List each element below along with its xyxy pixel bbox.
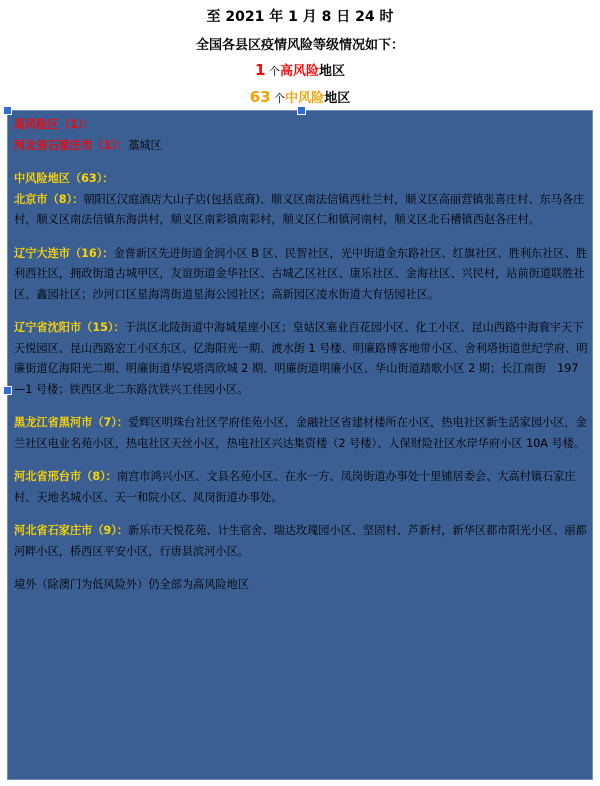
resize-handle-top-left[interactable] [3, 106, 12, 115]
mid-risk-count: 63 [249, 88, 271, 106]
mid-risk-entry-shijiazhuang [14, 521, 589, 562]
region-areas: 新乐市天悦花苑、计生宿舍、瑞达玫瑰园小区、坚固村、芦新村，新华区都市阳光小区、丽都河畔小区，桥西区平安小区，行唐县滨河小区。 [14, 524, 587, 558]
high-risk-areas: 藁城区 [128, 138, 162, 152]
mid-risk-keyword: 中风险 [285, 91, 325, 106]
region-areas: 爱辉区明珠台社区学府佳苑小区，金融社区省建材楼所在小区，热电社区新生活家园小区，金兰社区电业名苑小区，热电社区天丝小区，热电社区兴达集资楼（2 号楼）、人保财险社区水岸华府小区 10A 号楼。 [14, 416, 587, 450]
high-risk-keyword: 高风险 [279, 64, 319, 79]
mid-risk-entry-heihe [14, 413, 589, 454]
mid-risk-heading: 中风险地区（63）： [14, 172, 114, 185]
high-risk-count: 1 [255, 61, 266, 79]
report-date: 至 2021 年 1 月 8 日 24 时 [206, 9, 394, 25]
overseas-note: 境外（除澳门为低风险外）仍全部为高风险地区 [14, 578, 249, 591]
notice-header [0, 0, 600, 112]
region-areas: 于洪区北陵街道中海城星座小区；皇姑区塞业百花园小区、化工小区、昆山西路中海寰宇天下天悦园区、昆山西路宏工小区东区、亿海阳光一期、渡水街 1 号楼、明廉路博客地带小区、舍利塔街道世纪学府、明廉街道亿海阳光二期、明廉街道华锐塔湾欣城 2 期、明廉街道明廉小区、华山街道踏歌小区 2 期；长江南街 197—1 号楼；铁西区北二东路沈铁兴工佳园小区。 [14, 321, 588, 396]
resize-handle-left[interactable] [3, 386, 12, 395]
high-risk-summary [0, 60, 600, 79]
mid-risk-entry-beijing [14, 190, 589, 231]
resize-handle-top[interactable] [297, 106, 306, 115]
high-risk-region: 河北省石家庄市（1）： [14, 138, 129, 152]
high-risk-entry [14, 136, 589, 157]
mid-risk-unit: 个 [270, 92, 286, 105]
region-areas: 金普新区先进街道金润小区 B 区、民智社区，光中街道金东路社区、红旗社区、胜利东社区、胜利西社区，拥政街道古城甲区，友谊街道金华社区、古城乙区社区、康乐社区、金海社区、兴民村，站前街道联胜社区、鑫园社区；沙河口区星海湾街道星海公园社区；高新园区凌水街道大有恬园社区。 [14, 246, 587, 301]
high-risk-suffix: 地区 [318, 64, 345, 79]
region-name: 河北省邢台市（8）： [14, 470, 117, 483]
risk-list-panel [7, 110, 593, 780]
region-name: 辽宁省沈阳市（15）： [14, 321, 125, 334]
region-areas: 朝阳区汉庭酒店大山子店(包括底商)、顺义区南法信镇西杜兰村，顺义区高丽营镇张喜庄村、东马各庄村，顺义区南法信镇东海洪村，顺义区南彩镇南彩村，顺义区仁和镇河南村，顺义区北石槽镇西赵各庄村。 [14, 192, 585, 226]
mid-risk-suffix: 地区 [324, 91, 351, 106]
report-intro: 全国各县区疫情风险等级情况如下： [195, 38, 404, 53]
risk-list-content [14, 115, 589, 596]
mid-risk-entry-dalian [14, 244, 589, 306]
mid-risk-entry-xingtai [14, 467, 589, 508]
region-name: 河北省石家庄市（9）： [14, 524, 129, 537]
region-name: 北京市（8）： [14, 192, 84, 206]
high-risk-unit: 个 [265, 65, 280, 78]
mid-risk-entry-shenyang [14, 318, 589, 400]
region-areas: 南宫市鸿兴小区、文县名苑小区、在水一方、凤岗街道办事处十里铺居委会、大高村镇石家庄村、天地名城小区、天一和院小区、凤岗街道办事处。 [14, 470, 576, 504]
region-name: 黑龙江省黑河市（7）： [14, 416, 129, 429]
mid-risk-summary [0, 87, 600, 106]
region-name: 辽宁大连市（16）： [14, 246, 114, 260]
high-risk-heading: 高风险区（1）： [14, 118, 95, 131]
